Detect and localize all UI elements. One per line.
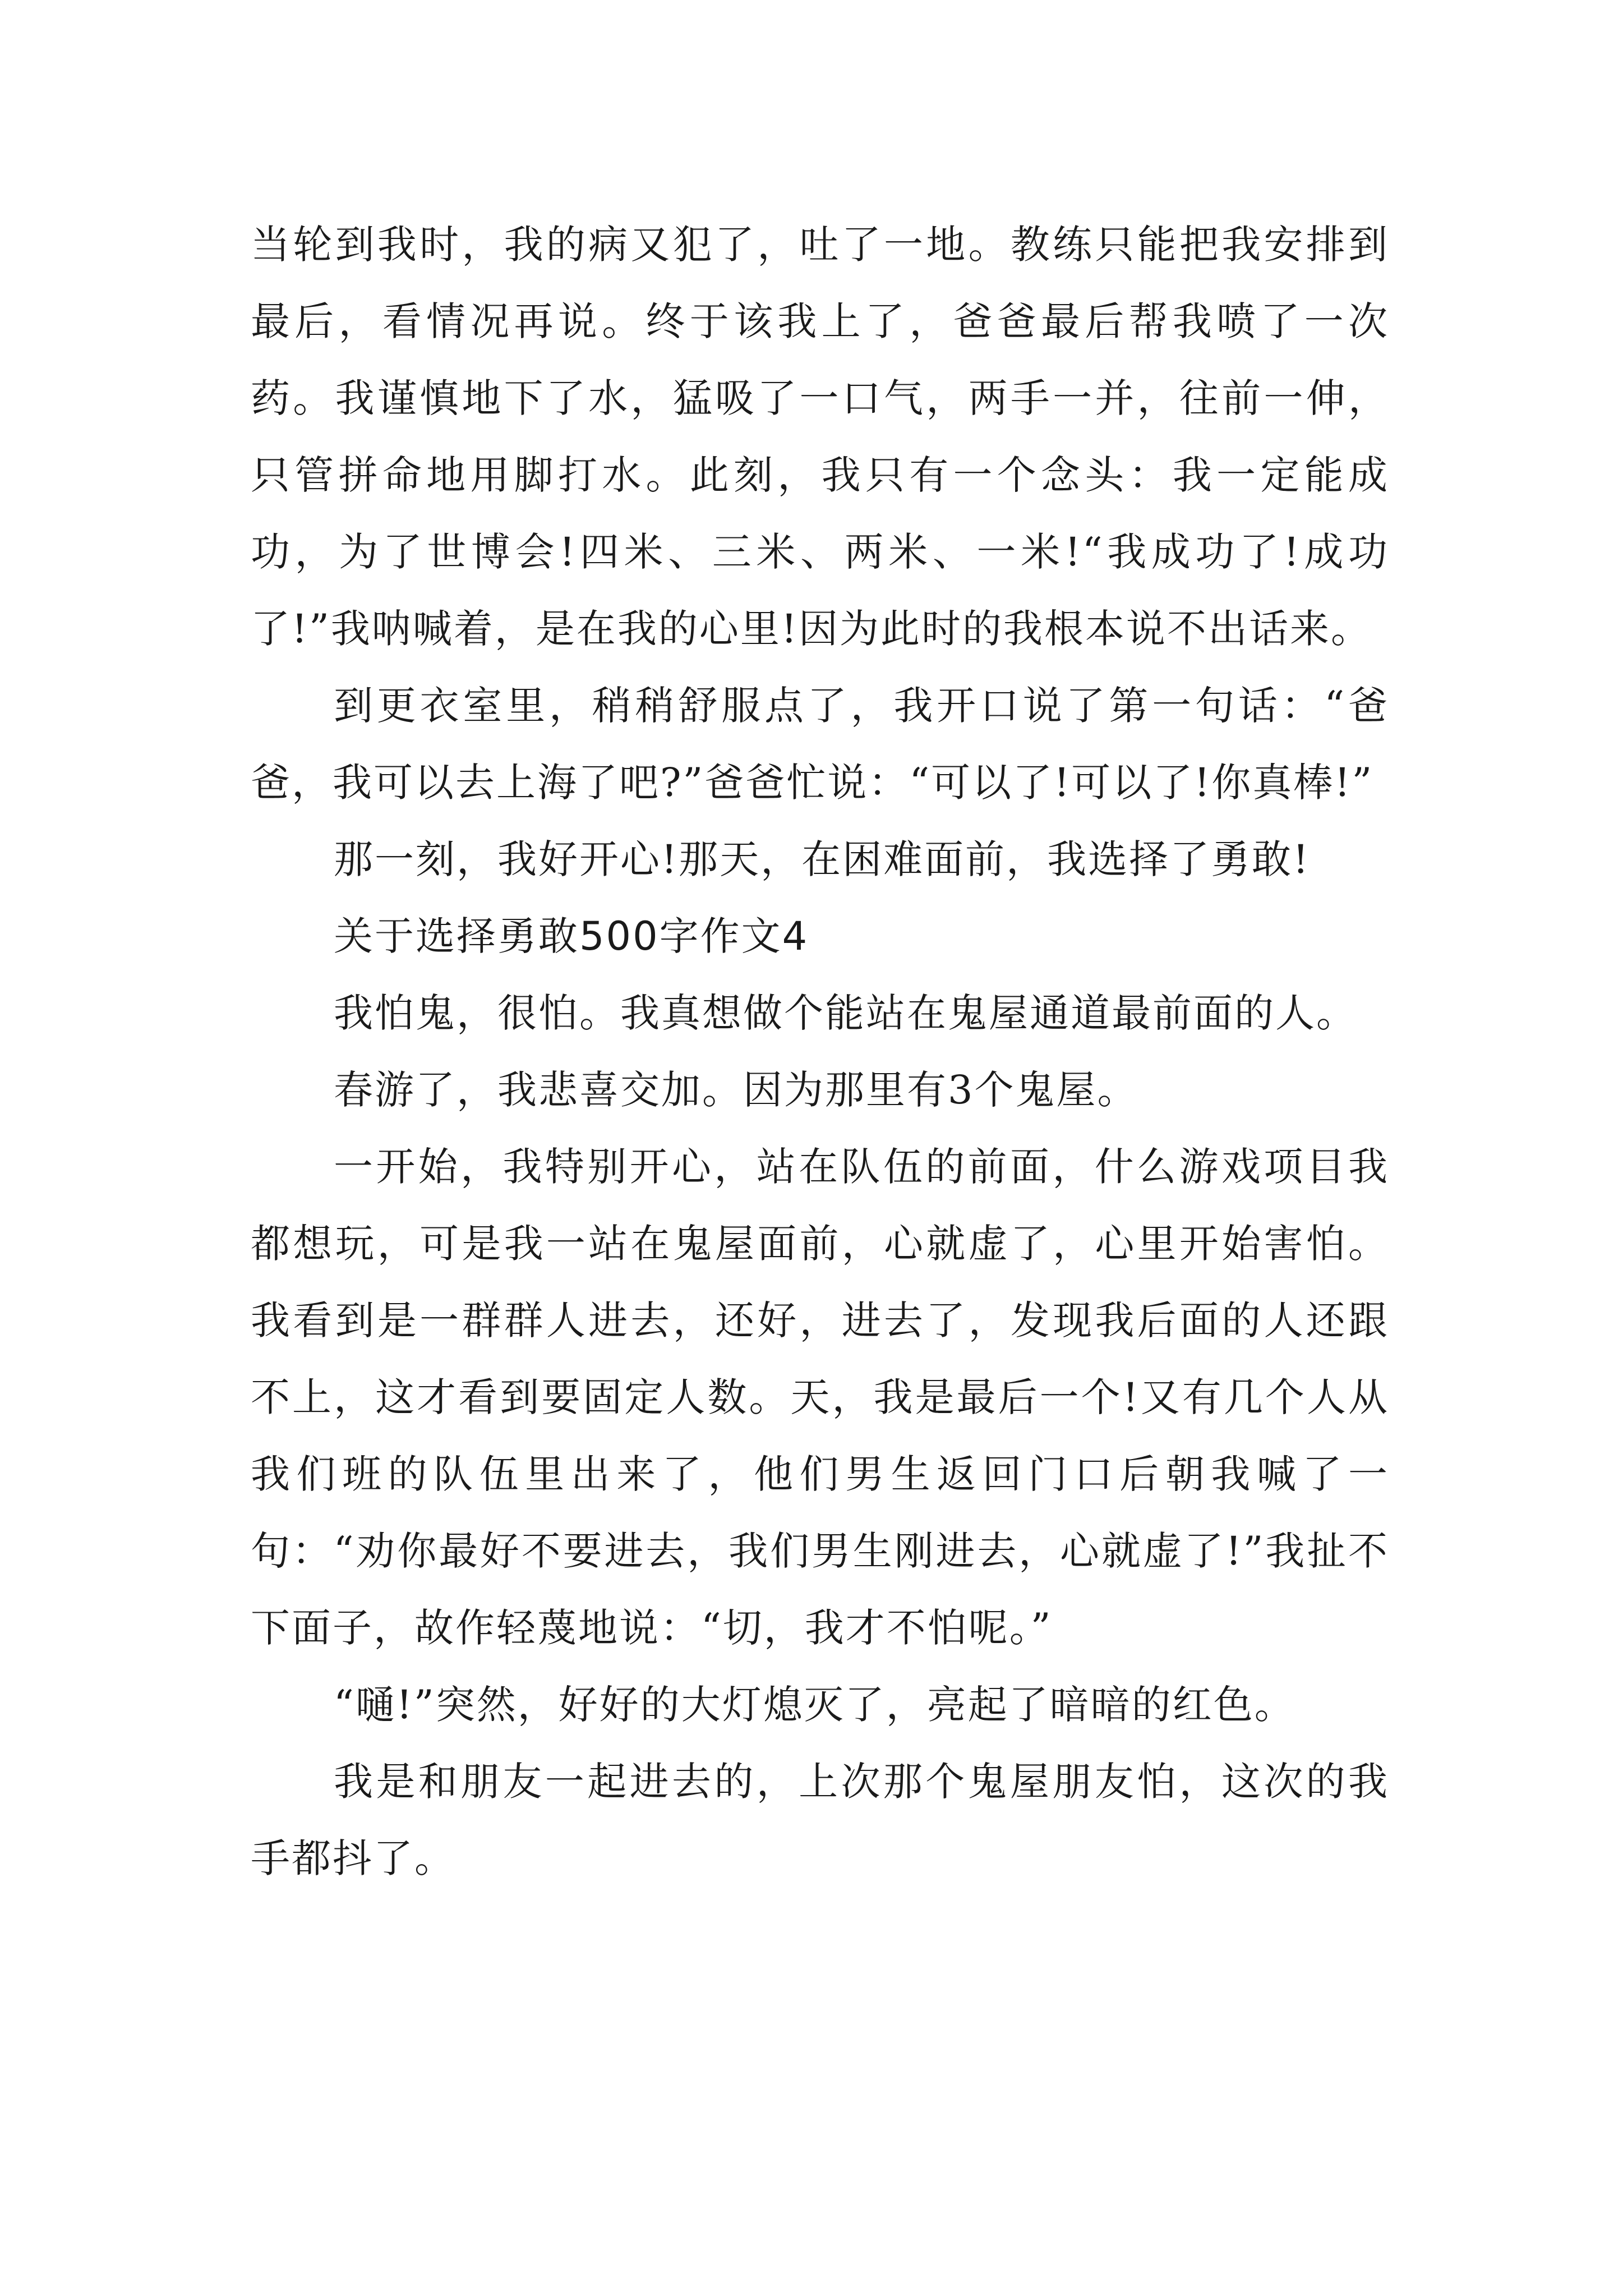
paragraph: 我是和朋友一起进去的，上次那个鬼屋朋友怕，这次的我手都抖了。	[251, 1759, 1389, 1881]
paragraph: 到更衣室里，稍稍舒服点了，我开口说了第一句话：“爸爸，我可以去上海了吧?”爸爸忙说：“可以了!可以了!你真棒!”	[251, 683, 1389, 806]
document-body	[251, 206, 1389, 1897]
paragraph: 我怕鬼，很怕。我真想做个能站在鬼屋通道最前面的人。	[334, 990, 1357, 1036]
section-heading: 关于选择勇敢500字作文4	[334, 913, 809, 959]
paragraph: 一开始，我特别开心，站在队伍的前面，什么游戏项目我都想玩，可是我一站在鬼屋面前，心就虚了，心里开始害怕。我看到是一群群人进去，还好，进去了，发现我后面的人还跟不上，这才看到要固定人数。天，我是最后一个!又有几个人从我们班的队伍里出来了，他们男生返回门口后朝我喊了一句：“劝你最好不要进去，我们男生刚进去，心就虚了!”我扯不下面子，故作轻蔑地说：“切，我才不怕呢。”	[251, 1144, 1389, 1651]
paragraph: 当轮到我时，我的病又犯了，吐了一地。教练只能把我安排到最后，看情况再说。终于该我上了，爸爸最后帮我喷了一次药。我谨慎地下了水，猛吸了一口气，两手一并，往前一伸，只管拼命地用脚打水。此刻，我只有一个念头：我一定能成功，为了世博会!四米、三米、两米、一米!“我成功了!成功了!”我呐喊着，是在我的心里!因为此时的我根本说不出话来。	[251, 222, 1389, 652]
paragraph: 那一刻，我好开心!那天，在困难面前，我选择了勇敢!	[334, 836, 1311, 882]
paragraph: 春游了，我悲喜交加。因为那里有3个鬼屋。	[334, 1067, 1138, 1113]
paragraph: “嗵!”突然，好好的大灯熄灭了，亮起了暗暗的红色。	[334, 1682, 1295, 1728]
